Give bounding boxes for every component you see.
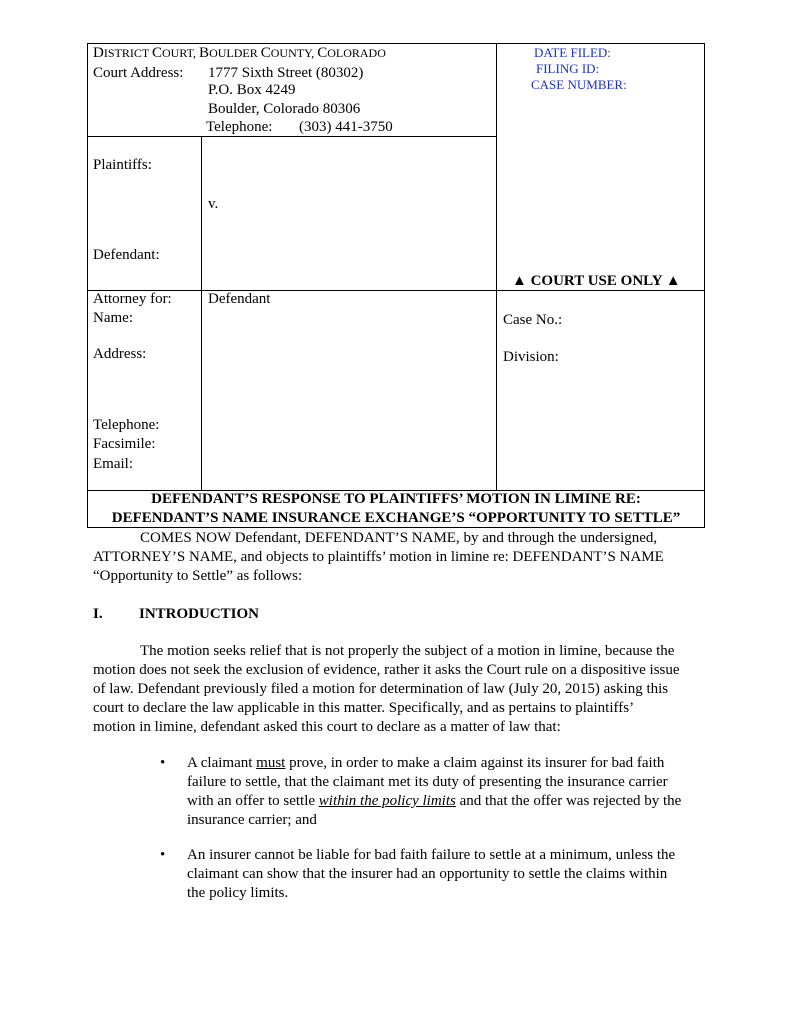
court-name: DISTRICT COURT, BOULDER COUNTY, COLORADO bbox=[93, 45, 386, 61]
motion-paragraph-line2: motion does not seek the exclusion of evidence, rather it asks the Court rule on a dispositive issue bbox=[93, 662, 680, 678]
court-telephone-value: (303) 441-3750 bbox=[299, 119, 393, 135]
bullet-1-line3: with an offer to settle within the policy limits and that the offer was rejected by the bbox=[187, 793, 682, 809]
bullet-item-1 bbox=[160, 754, 699, 830]
court-address-label: Court Address: bbox=[93, 65, 184, 81]
emphasis-must: must bbox=[256, 755, 286, 771]
court-use-only: ▲ COURT USE ONLY ▲ bbox=[512, 273, 681, 289]
caption-border-left bbox=[87, 43, 88, 528]
division-label: Division: bbox=[503, 349, 559, 365]
intro-paragraph-line1: COMES NOW Defendant, DEFENDANT’S NAME, by and through the undersigned, bbox=[140, 530, 658, 546]
bullet-1-line2: failure to settle, that the claimant met its duty of presenting the insurance carrier bbox=[187, 774, 668, 790]
court-address-line1: 1777 Sixth Street (80302) bbox=[208, 65, 364, 81]
court-address-line2: P.O. Box 4249 bbox=[208, 82, 296, 98]
versus-text: v. bbox=[208, 196, 219, 212]
bullet-icon: • bbox=[160, 847, 166, 863]
motion-paragraph-line5: motion in limine, defendant asked this court to declare as a matter of law that: bbox=[93, 719, 561, 735]
address-label: Address: bbox=[93, 346, 147, 362]
bullet-1-line1: A claimant must prove, in order to make a claim against its insurer for bad faith bbox=[187, 755, 665, 771]
case-number-label: CASE NUMBER: bbox=[531, 77, 627, 92]
emphasis-policy-limits: within the policy limits bbox=[318, 793, 456, 809]
attorney-for-label: Attorney for: bbox=[93, 291, 172, 307]
attorney-telephone-label: Telephone: bbox=[93, 417, 160, 433]
facsimile-label: Facsimile: bbox=[93, 436, 156, 452]
bullet-2-line3: the policy limits. bbox=[187, 885, 289, 901]
name-label: Name: bbox=[93, 310, 133, 326]
caption-divider-court bbox=[87, 136, 497, 137]
heading-number: I. bbox=[93, 606, 103, 622]
case-no-label: Case No.: bbox=[503, 312, 563, 328]
bullet-2-line2: claimant can show that the insurer had an opportunity to settle the claims within bbox=[187, 866, 668, 882]
defendant-label: Defendant: bbox=[93, 247, 160, 263]
court-address-line3: Boulder, Colorado 80306 bbox=[208, 101, 361, 117]
document-title-line2: DEFENDANT’S NAME INSURANCE EXCHANGE’S “OPPORTUNITY TO SETTLE” bbox=[111, 510, 681, 526]
document-title-line1: DEFENDANT’S RESPONSE TO PLAINTIFFS’ MOTION IN LIMINE RE: bbox=[151, 491, 641, 507]
caption-border-right bbox=[704, 43, 705, 528]
bullet-icon: • bbox=[160, 755, 166, 771]
caption-divider-label-column bbox=[201, 136, 202, 490]
caption-divider-right-column bbox=[496, 43, 497, 490]
motion-paragraph-line1: The motion seeks relief that is not properly the subject of a motion in limine, because the bbox=[140, 643, 675, 659]
court-telephone-label: Telephone: bbox=[206, 119, 273, 135]
case-caption-table bbox=[87, 43, 705, 528]
motion-paragraph-line3: of law. Defendant previously filed a motion for determination of law (July 20, 2015) asking this bbox=[93, 681, 669, 697]
date-filed: DATE FILED: bbox=[534, 45, 611, 60]
filing-id: FILING ID: bbox=[536, 61, 600, 76]
intro-paragraph-line3: “Opportunity to Settle” as follows: bbox=[93, 568, 303, 584]
motion-paragraph-line4: court to declare the law applicable in this matter. Specifically, and as pertains to plaintiffs’ bbox=[93, 700, 635, 716]
bullet-2-line1: An insurer cannot be liable for bad faith failure to settle at a minimum, unless the bbox=[187, 847, 676, 863]
attorney-for-value: Defendant bbox=[208, 291, 271, 307]
email-label: Email: bbox=[93, 456, 133, 472]
intro-paragraph-line2: ATTORNEY’S NAME, and objects to plaintiffs’ motion in limine re: DEFENDANT’S NAME bbox=[93, 549, 664, 565]
heading-text: INTRODUCTION bbox=[139, 606, 260, 622]
bullet-1-line4: insurance carrier; and bbox=[187, 812, 317, 828]
bullet-item-2 bbox=[160, 846, 699, 903]
section-heading-introduction bbox=[93, 605, 259, 624]
plaintiffs-label: Plaintiffs: bbox=[93, 157, 152, 173]
